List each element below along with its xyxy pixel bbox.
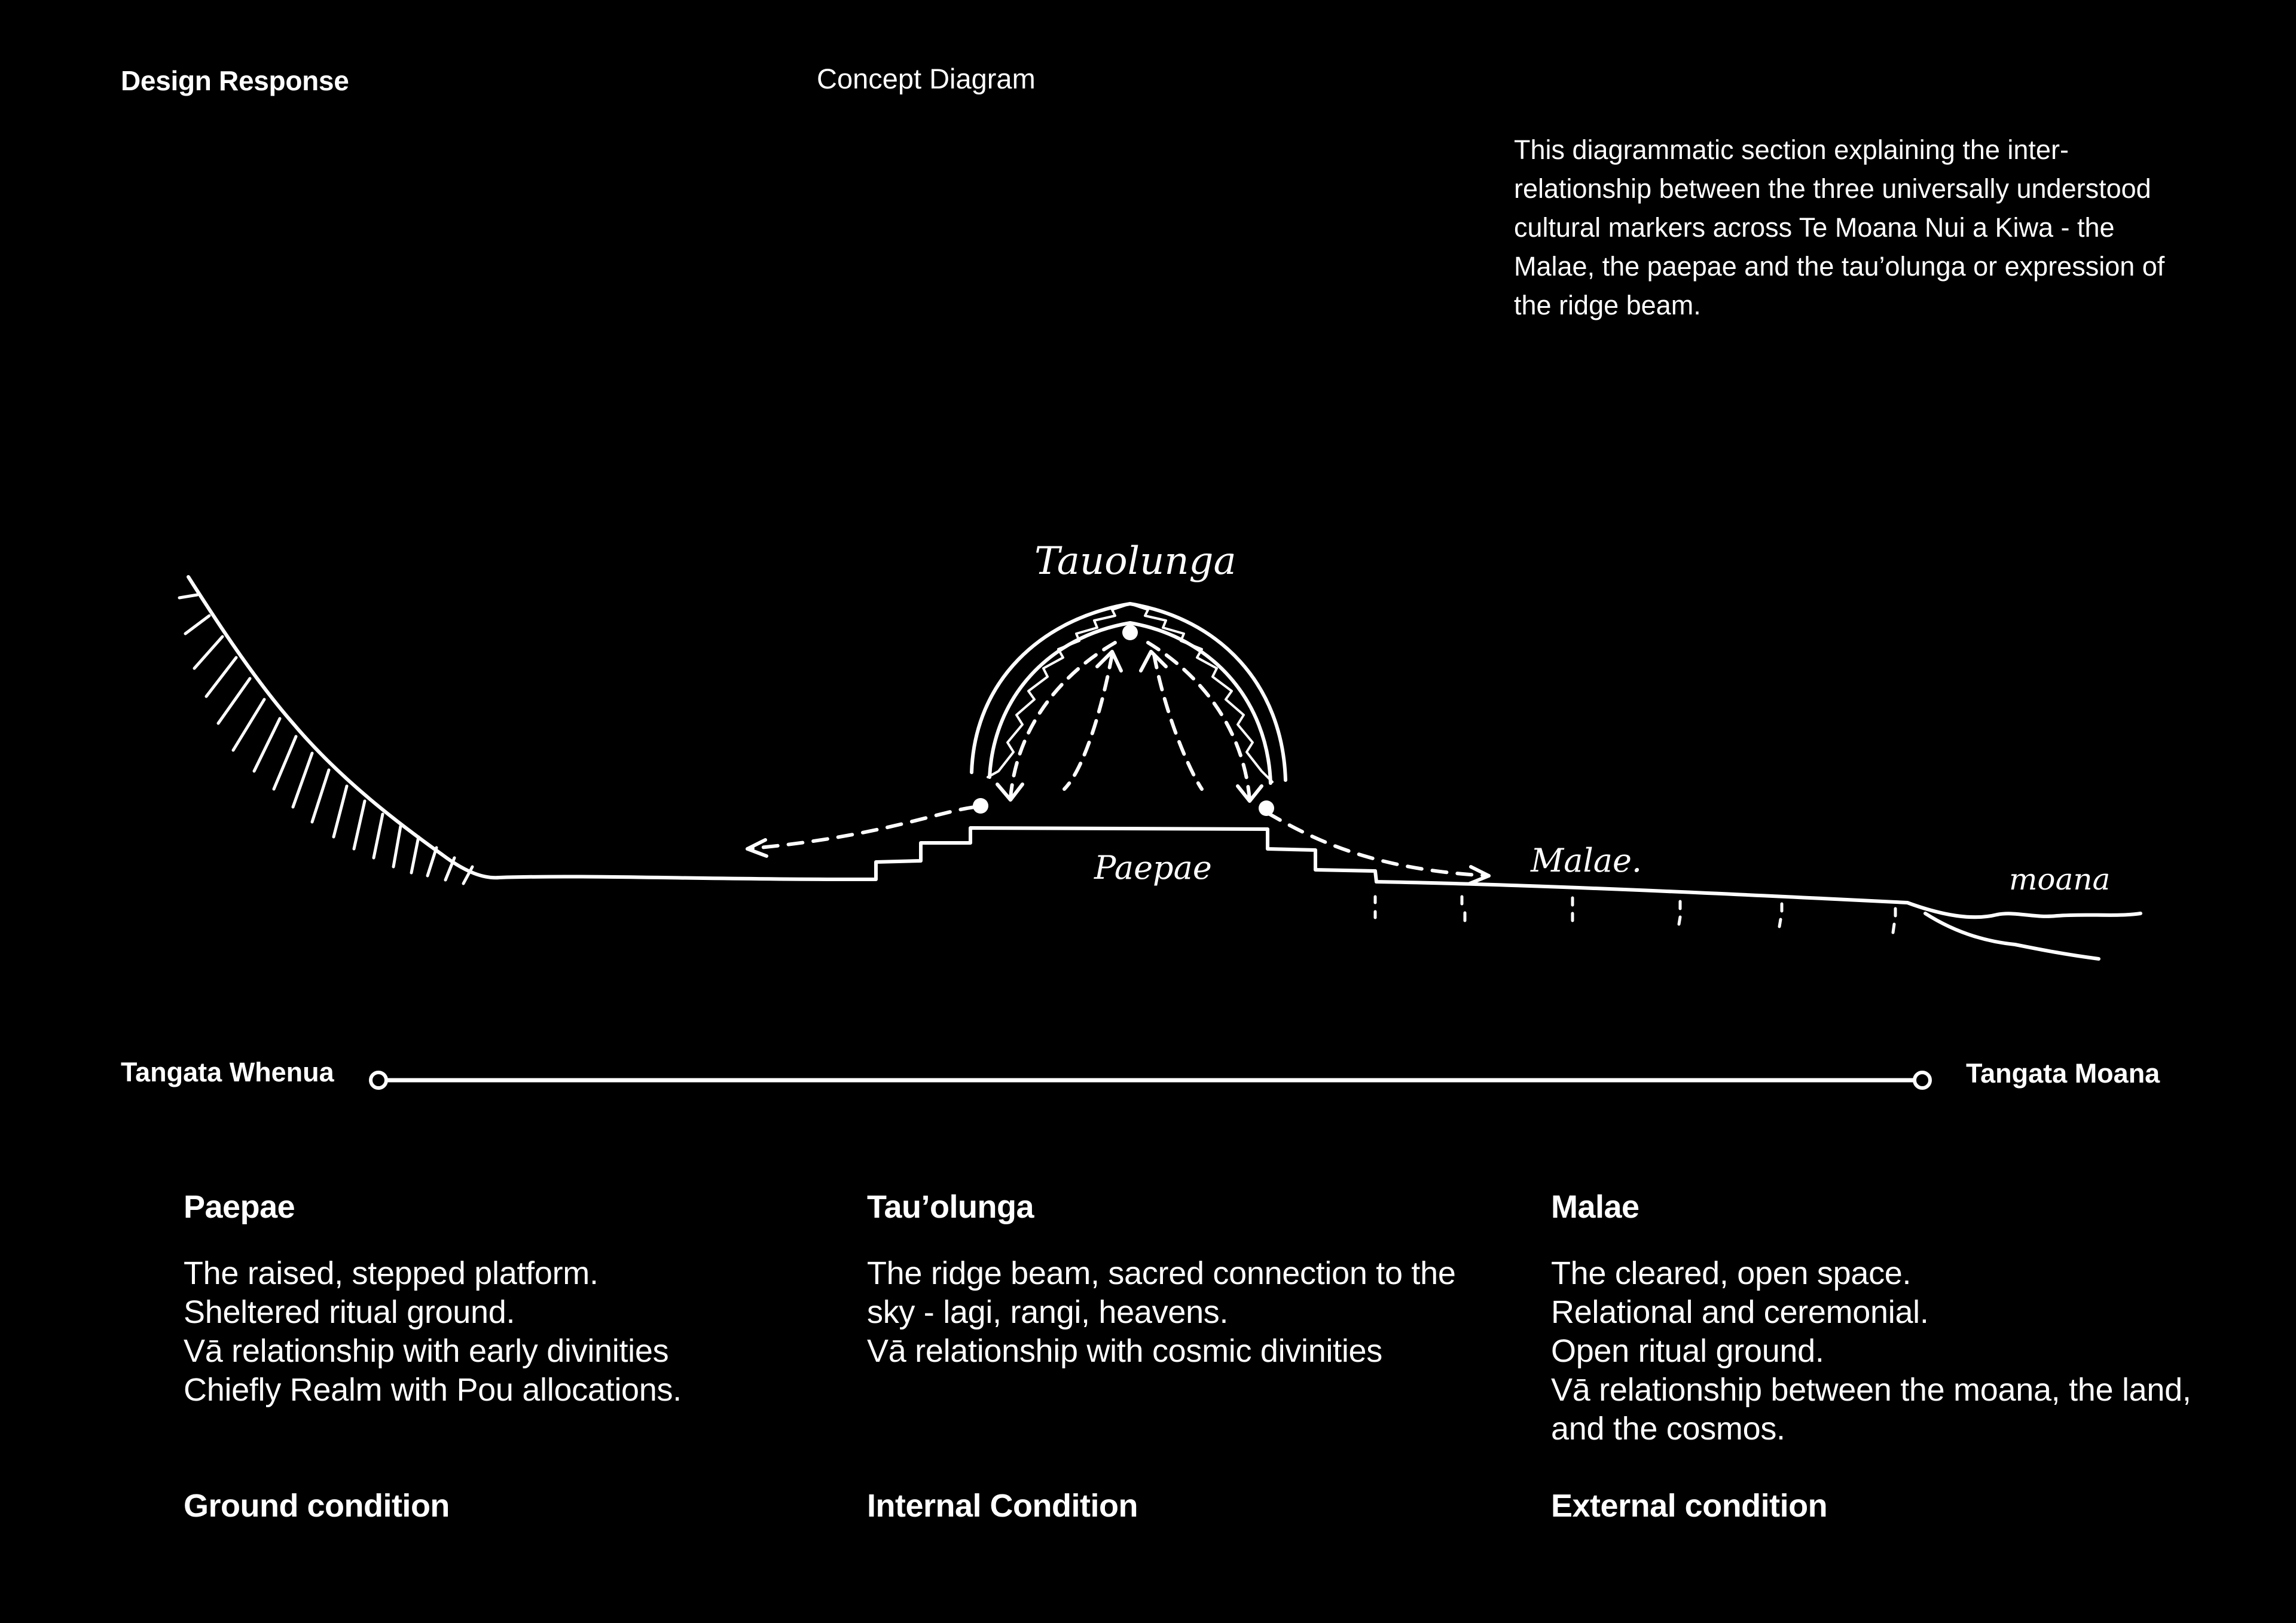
column-title: Malae	[1551, 1189, 1639, 1225]
arrow-out-right	[1268, 813, 1489, 876]
column-body	[867, 1254, 1513, 1460]
column-title: Paepae	[184, 1189, 295, 1225]
paepae-label: Paepae	[1094, 849, 1212, 887]
sea-line-lower	[1925, 913, 2099, 959]
right-dot	[1259, 800, 1274, 816]
column-line: Vā relationship with early divinities	[184, 1333, 669, 1369]
column-line: Chiefly Realm with Pou allocations.	[184, 1372, 682, 1408]
column-line: Open ritual ground.	[1551, 1333, 1824, 1369]
column-malae	[1551, 1188, 2221, 1524]
column-line: Relational and ceremonial.	[1551, 1294, 1929, 1330]
column-paepae	[184, 1188, 829, 1524]
spectrum-left-label: Tangata Whenua	[121, 1057, 334, 1087]
spectrum-right-label: Tangata Moana	[1966, 1058, 2160, 1089]
spectrum-line-graphic	[367, 1065, 1934, 1095]
column-line: The cleared, open space.	[1551, 1255, 1912, 1291]
column-line: Vā relationship between the moana, the land, and the cosmos.	[1551, 1372, 2191, 1447]
column-line: The raised, stepped platform.	[184, 1255, 599, 1291]
column-condition: External condition	[1551, 1488, 1828, 1524]
moana-label: moana	[2009, 862, 2111, 897]
column-line: sky - lagi, rangi, heavens.	[867, 1294, 1229, 1330]
column-condition: Ground condition	[184, 1488, 450, 1524]
column-title: Tau’olunga	[867, 1189, 1034, 1225]
intro-paragraph: This diagrammatic section explaining the inter-relationship between the three universally understood cultural markers across Te Moana Nui a Kiwa - the Malae, the paepae and the tau’olunga or expression of the ridge beam.	[1514, 135, 2165, 320]
sea-line	[1907, 903, 2141, 917]
apex-dot	[1122, 625, 1138, 640]
column-condition: Internal Condition	[867, 1488, 1138, 1524]
column-body	[1551, 1254, 2221, 1460]
malae-posts	[1375, 897, 1895, 933]
arrow-right-inner	[1154, 655, 1202, 789]
hill-slope-line	[188, 577, 499, 878]
hill-hatching	[179, 595, 472, 884]
column-line: Vā relationship with cosmic divinities	[867, 1333, 1382, 1369]
spectrum-start-node	[371, 1072, 386, 1088]
section-sketch-drawing	[173, 514, 2158, 980]
column-line: Sheltered ritual ground.	[184, 1294, 515, 1330]
tauolunga-label: Tauolunga	[1034, 539, 1236, 583]
left-dot	[973, 798, 988, 814]
section-sketch	[173, 514, 2158, 980]
malae-label: Malae.	[1531, 842, 1642, 879]
page-title: Concept Diagram	[817, 63, 1036, 94]
spectrum-end-node	[1915, 1072, 1930, 1088]
spectrum-line	[367, 1065, 1934, 1095]
column-line: The ridge beam, sacred connection to the	[867, 1255, 1456, 1291]
column-body	[184, 1254, 829, 1460]
section-label: Design Response	[121, 65, 349, 96]
column-tauolunga	[867, 1188, 1513, 1524]
